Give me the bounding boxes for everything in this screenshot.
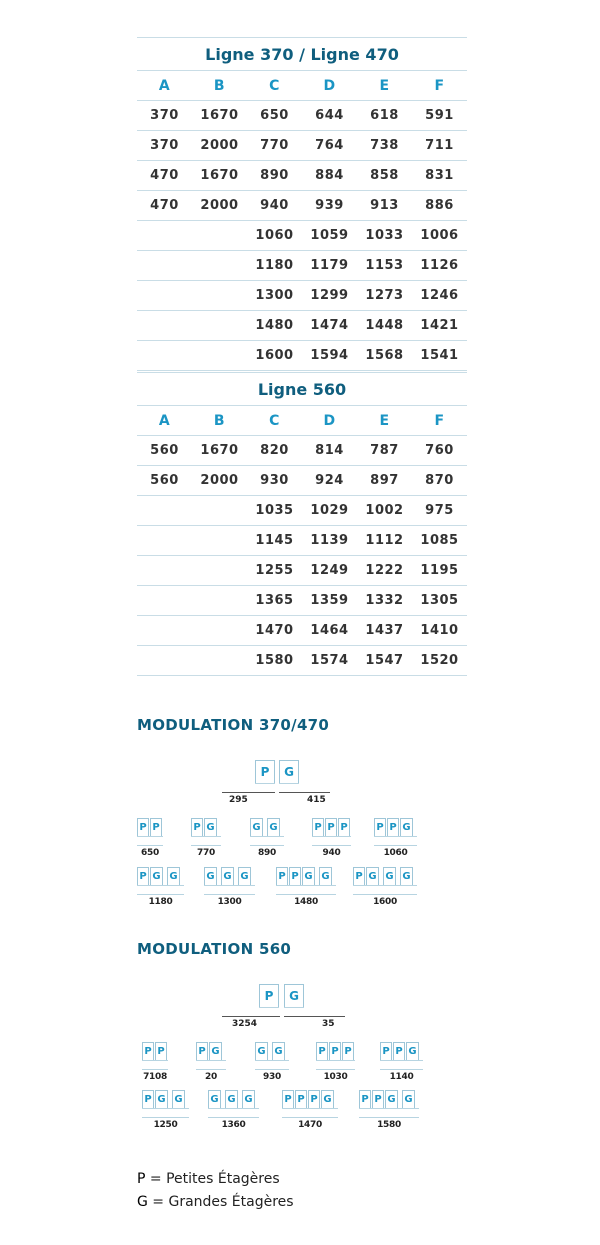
table-cell: 1222 xyxy=(357,556,412,586)
shelf-config xyxy=(276,867,336,907)
dimensions-table-370-470 xyxy=(137,37,467,371)
shelf-letter: P xyxy=(155,1042,167,1060)
table-cell xyxy=(137,341,192,371)
shelf-boxes xyxy=(380,1042,423,1060)
shelf-dimension: 1480 xyxy=(294,897,318,907)
shelf-boxes xyxy=(137,867,184,885)
shelf-letter: G xyxy=(221,867,234,885)
table-cell: 1568 xyxy=(357,341,412,371)
shelf-letter: P xyxy=(338,818,350,836)
shelf-letter: P xyxy=(359,1090,371,1108)
shelf-base xyxy=(380,1060,423,1070)
shelf-base xyxy=(255,1060,289,1070)
shelf-letter-p: P xyxy=(259,984,279,1007)
table-cell: 738 xyxy=(357,131,412,161)
shelf-config xyxy=(282,1090,338,1130)
table-cell xyxy=(192,221,247,251)
shelf-boxes xyxy=(312,818,351,836)
shelf-dimension: 1470 xyxy=(298,1120,322,1130)
shelf-boxes xyxy=(353,867,417,885)
table-cell: 940 xyxy=(247,191,302,221)
table-cell xyxy=(192,251,247,281)
table-cell: 1541 xyxy=(412,341,467,371)
table-cell: 1139 xyxy=(302,526,357,556)
table-cell: 1060 xyxy=(247,221,302,251)
single-shelf-p xyxy=(259,984,279,1017)
shelf-dimension: 1580 xyxy=(377,1120,401,1130)
column-header: A xyxy=(137,71,192,101)
column-header: D xyxy=(302,406,357,436)
table-cell xyxy=(137,281,192,311)
shelf-letter: G xyxy=(272,1042,285,1060)
table-cell: 770 xyxy=(247,131,302,161)
table-cell: 1670 xyxy=(192,101,247,131)
column-header: F xyxy=(412,406,467,436)
column-header: C xyxy=(247,71,302,101)
single-p-dimension: 295 xyxy=(229,795,248,805)
table-cell: 560 xyxy=(137,436,192,466)
table-cell: 1195 xyxy=(412,556,467,586)
table-cell: 760 xyxy=(412,436,467,466)
table-cell xyxy=(137,311,192,341)
column-header: B xyxy=(192,71,247,101)
table-row xyxy=(137,496,467,526)
shelf-letter: P xyxy=(372,1090,384,1108)
shelf-letter: G xyxy=(302,867,315,885)
shelf-config xyxy=(353,867,417,907)
shelf-letter: G xyxy=(383,867,396,885)
shelf-letter: P xyxy=(387,818,399,836)
table-cell: 884 xyxy=(302,161,357,191)
shelf-letter: G xyxy=(208,1090,221,1108)
shelf-dimension: 20 xyxy=(205,1072,217,1082)
table-cell: 1002 xyxy=(357,496,412,526)
table-cell: 1085 xyxy=(412,526,467,556)
table-cell xyxy=(137,646,192,676)
table-title: Ligne 370 / Ligne 470 xyxy=(137,38,467,71)
shelf-base xyxy=(250,836,284,846)
table-cell: 1006 xyxy=(412,221,467,251)
shelf-letter: G xyxy=(406,1042,419,1060)
column-header: C xyxy=(247,406,302,436)
table-cell: 2000 xyxy=(192,466,247,496)
table-cell xyxy=(137,586,192,616)
shelf-boxes xyxy=(255,1042,289,1060)
single-g-dimension: 415 xyxy=(307,795,326,805)
shelf-letter: P xyxy=(191,818,203,836)
table-cell: 2000 xyxy=(192,131,247,161)
shelf-letter: G xyxy=(321,1090,334,1108)
shelf-dimension: 650 xyxy=(141,848,159,858)
shelf-config xyxy=(208,1090,259,1130)
legend-p-key: P xyxy=(137,1171,146,1187)
shelf-dimension: 940 xyxy=(322,848,341,858)
shelf-dimension: 1300 xyxy=(217,897,242,907)
column-header: E xyxy=(357,406,412,436)
modulation-560-title: MODULATION 560 xyxy=(137,940,292,958)
shelf-letter: G xyxy=(172,1090,185,1108)
single-shelf-p xyxy=(255,760,275,793)
table-cell xyxy=(137,556,192,586)
shelf-letter-g: G xyxy=(284,984,304,1007)
table-cell: 1255 xyxy=(247,556,302,586)
shelf-config xyxy=(196,1042,226,1082)
table-cell: 470 xyxy=(137,191,192,221)
table-cell: 1480 xyxy=(247,311,302,341)
table-cell: 1474 xyxy=(302,311,357,341)
shelf-base xyxy=(142,1108,189,1118)
shelf-letter: G xyxy=(155,1090,168,1108)
shelf-letter: P xyxy=(325,818,337,836)
shelf-base xyxy=(191,836,221,846)
shelf-config xyxy=(380,1042,423,1082)
shelf-base xyxy=(276,885,336,895)
table-cell xyxy=(192,311,247,341)
table-row xyxy=(137,161,467,191)
table-row xyxy=(137,191,467,221)
table-cell: 814 xyxy=(302,436,357,466)
table-cell: 930 xyxy=(247,466,302,496)
shelf-letter: G xyxy=(366,867,379,885)
shelf-letter: G xyxy=(385,1090,398,1108)
table-row xyxy=(137,101,467,131)
table-row xyxy=(137,436,467,466)
table-row xyxy=(137,251,467,281)
shelf-base xyxy=(312,836,351,846)
shelf-config xyxy=(255,1042,289,1082)
shelf-letter: G xyxy=(319,867,332,885)
shelf-letter: P xyxy=(196,1042,208,1060)
table-title-row xyxy=(137,38,467,71)
shelf-config xyxy=(316,1042,355,1082)
shelf-letter: P xyxy=(308,1090,320,1108)
shelf-base xyxy=(196,1060,226,1070)
table-cell: 897 xyxy=(357,466,412,496)
shelf-base xyxy=(137,885,184,895)
shelf-letter: P xyxy=(393,1042,405,1060)
shelf-letter: G xyxy=(250,818,263,836)
shelf-letter: P xyxy=(137,818,149,836)
single-shelf-g xyxy=(284,984,304,1017)
table-cell: 1359 xyxy=(302,586,357,616)
shelf-config xyxy=(191,818,221,858)
shelf-dimension: 1250 xyxy=(153,1120,178,1130)
table-body xyxy=(137,373,467,676)
shelf-letter: P xyxy=(342,1042,354,1060)
dimension-line xyxy=(279,792,330,793)
shelf-boxes xyxy=(196,1042,226,1060)
shelf-dimension: 1180 xyxy=(148,897,173,907)
table-cell xyxy=(192,341,247,371)
table-row xyxy=(137,221,467,251)
table-cell: 1470 xyxy=(247,616,302,646)
table-cell: 1179 xyxy=(302,251,357,281)
table-title: Ligne 560 xyxy=(137,373,467,406)
shelf-dimension: 1030 xyxy=(323,1072,348,1082)
dimension-line xyxy=(284,1016,345,1017)
table-cell xyxy=(192,526,247,556)
shelf-dimension: 930 xyxy=(263,1072,281,1082)
shelf-base xyxy=(282,1108,338,1118)
table-cell: 831 xyxy=(412,161,467,191)
shelf-letter: G xyxy=(400,818,413,836)
table-cell: 470 xyxy=(137,161,192,191)
table-cell: 1112 xyxy=(357,526,412,556)
table-cell xyxy=(137,526,192,556)
table-row xyxy=(137,341,467,371)
table-cell: 1410 xyxy=(412,616,467,646)
shelf-letter: G xyxy=(255,1042,268,1060)
shelf-letter: P xyxy=(329,1042,341,1060)
shelf-boxes xyxy=(204,867,255,885)
shelf-letter: G xyxy=(402,1090,415,1108)
table-cell: 870 xyxy=(412,466,467,496)
shelf-config xyxy=(204,867,255,907)
table-cell: 1464 xyxy=(302,616,357,646)
table-header-row xyxy=(137,71,467,101)
table-cell xyxy=(192,281,247,311)
table-cell: 820 xyxy=(247,436,302,466)
table-cell: 1448 xyxy=(357,311,412,341)
shelf-base xyxy=(374,836,417,846)
shelf-boxes xyxy=(208,1090,259,1108)
table-cell: 858 xyxy=(357,161,412,191)
table-row xyxy=(137,526,467,556)
shelf-config xyxy=(250,818,284,858)
table-row xyxy=(137,466,467,496)
shelf-base xyxy=(208,1108,259,1118)
shelf-letter: P xyxy=(276,867,288,885)
table-body xyxy=(137,38,467,371)
table-row xyxy=(137,131,467,161)
shelf-letter: P xyxy=(312,818,324,836)
table-cell: 1033 xyxy=(357,221,412,251)
table-cell: 1574 xyxy=(302,646,357,676)
shelf-dimension: 1360 xyxy=(221,1120,246,1130)
table-cell: 1332 xyxy=(357,586,412,616)
shelf-letter: P xyxy=(150,818,162,836)
shelf-letter: P xyxy=(374,818,386,836)
dimension-line xyxy=(222,1016,280,1017)
single-shelf-g xyxy=(279,760,299,793)
shelf-config xyxy=(137,818,163,858)
table-cell: 1520 xyxy=(412,646,467,676)
shelf-letter: P xyxy=(316,1042,328,1060)
shelf-letter: P xyxy=(282,1090,294,1108)
column-header: E xyxy=(357,71,412,101)
shelf-config xyxy=(359,1090,419,1130)
table-cell: 924 xyxy=(302,466,357,496)
table-cell: 1594 xyxy=(302,341,357,371)
shelf-letter: G xyxy=(242,1090,255,1108)
table-cell: 913 xyxy=(357,191,412,221)
dimension-line xyxy=(222,792,275,793)
table-header-row xyxy=(137,406,467,436)
shelf-letter: G xyxy=(225,1090,238,1108)
shelf-base xyxy=(359,1108,419,1118)
shelf-letter: P xyxy=(142,1042,154,1060)
shelf-dimension: 890 xyxy=(258,848,276,858)
shelf-config xyxy=(137,867,184,907)
table-cell: 370 xyxy=(137,101,192,131)
shelf-config xyxy=(312,818,351,858)
table-cell: 1437 xyxy=(357,616,412,646)
legend-grandes xyxy=(137,1194,294,1210)
column-header: A xyxy=(137,406,192,436)
table-cell xyxy=(192,496,247,526)
table-cell: 1305 xyxy=(412,586,467,616)
table-cell: 939 xyxy=(302,191,357,221)
legend-petites xyxy=(137,1171,280,1187)
column-header: B xyxy=(192,406,247,436)
table-cell: 886 xyxy=(412,191,467,221)
shelf-letter: P xyxy=(137,867,149,885)
shelf-letter: P xyxy=(353,867,365,885)
modulation-370-470-title: MODULATION 370/470 xyxy=(137,716,330,734)
table-cell: 591 xyxy=(412,101,467,131)
table-cell: 1580 xyxy=(247,646,302,676)
table-cell: 890 xyxy=(247,161,302,191)
table-cell: 1670 xyxy=(192,161,247,191)
shelf-config xyxy=(374,818,417,858)
shelf-config xyxy=(142,1090,189,1130)
table-cell: 1153 xyxy=(357,251,412,281)
shelf-base xyxy=(137,836,163,846)
table-cell: 711 xyxy=(412,131,467,161)
table-cell: 1249 xyxy=(302,556,357,586)
legend-g-text: = Grandes Étagères xyxy=(147,1194,294,1210)
shelf-config xyxy=(142,1042,168,1082)
shelf-letter: G xyxy=(204,818,217,836)
shelf-letter: G xyxy=(238,867,251,885)
shelf-letter: G xyxy=(167,867,180,885)
table-row xyxy=(137,586,467,616)
table-cell: 370 xyxy=(137,131,192,161)
table-cell: 1273 xyxy=(357,281,412,311)
table-cell xyxy=(192,616,247,646)
table-cell: 975 xyxy=(412,496,467,526)
table-cell: 1126 xyxy=(412,251,467,281)
shelf-letter: P xyxy=(289,867,301,885)
table-row xyxy=(137,616,467,646)
table-row xyxy=(137,281,467,311)
shelf-boxes xyxy=(282,1090,338,1108)
shelf-boxes xyxy=(142,1042,168,1060)
shelf-base xyxy=(142,1060,168,1070)
shelf-letter: G xyxy=(150,867,163,885)
shelf-boxes xyxy=(191,818,221,836)
table-cell: 1059 xyxy=(302,221,357,251)
single-p-dimension: 3254 xyxy=(232,1019,258,1029)
shelf-dimension: 1600 xyxy=(373,897,397,907)
single-g-dimension: 35 xyxy=(322,1019,335,1029)
table-cell: 650 xyxy=(247,101,302,131)
shelf-letter: G xyxy=(204,867,217,885)
table-cell: 1035 xyxy=(247,496,302,526)
table-cell: 2000 xyxy=(192,191,247,221)
table-row xyxy=(137,646,467,676)
shelf-base xyxy=(353,885,417,895)
shelf-letter: P xyxy=(380,1042,392,1060)
table-cell xyxy=(192,586,247,616)
shelf-boxes xyxy=(137,818,163,836)
table-cell: 644 xyxy=(302,101,357,131)
table-cell: 764 xyxy=(302,131,357,161)
dimensions-table-560 xyxy=(137,372,467,676)
table-cell: 1246 xyxy=(412,281,467,311)
shelf-boxes xyxy=(316,1042,355,1060)
shelf-base xyxy=(316,1060,355,1070)
table-row xyxy=(137,556,467,586)
table-row xyxy=(137,311,467,341)
shelf-dimension: 1140 xyxy=(389,1072,414,1082)
table-cell: 1029 xyxy=(302,496,357,526)
table-cell: 618 xyxy=(357,101,412,131)
shelf-letter: G xyxy=(400,867,413,885)
table-cell: 1180 xyxy=(247,251,302,281)
column-header: F xyxy=(412,71,467,101)
shelf-boxes xyxy=(142,1090,189,1108)
shelf-letter: G xyxy=(267,818,280,836)
shelf-letter: G xyxy=(209,1042,222,1060)
table-cell: 1547 xyxy=(357,646,412,676)
legend-g-key: G xyxy=(137,1194,148,1210)
shelf-boxes xyxy=(276,867,336,885)
legend-p-text: = Petites Étagères xyxy=(145,1171,280,1187)
table-title-row xyxy=(137,373,467,406)
table-cell: 1421 xyxy=(412,311,467,341)
shelf-dimension: 7108 xyxy=(143,1072,167,1082)
table-cell xyxy=(137,616,192,646)
shelf-dimension: 770 xyxy=(197,848,215,858)
table-cell: 1365 xyxy=(247,586,302,616)
table-cell: 1300 xyxy=(247,281,302,311)
shelf-boxes xyxy=(359,1090,419,1108)
table-cell xyxy=(192,556,247,586)
table-cell: 560 xyxy=(137,466,192,496)
shelf-boxes xyxy=(250,818,284,836)
table-cell: 1299 xyxy=(302,281,357,311)
table-cell xyxy=(192,646,247,676)
table-cell xyxy=(137,221,192,251)
table-cell: 1145 xyxy=(247,526,302,556)
shelf-letter: P xyxy=(142,1090,154,1108)
shelf-letter-p: P xyxy=(255,760,275,783)
table-cell xyxy=(137,496,192,526)
shelf-letter: P xyxy=(295,1090,307,1108)
column-header: D xyxy=(302,71,357,101)
shelf-boxes xyxy=(374,818,417,836)
table-cell: 1600 xyxy=(247,341,302,371)
table-cell xyxy=(137,251,192,281)
shelf-letter-g: G xyxy=(279,760,299,783)
table-cell: 787 xyxy=(357,436,412,466)
table-cell: 1670 xyxy=(192,436,247,466)
shelf-dimension: 1060 xyxy=(383,848,408,858)
shelf-base xyxy=(204,885,255,895)
